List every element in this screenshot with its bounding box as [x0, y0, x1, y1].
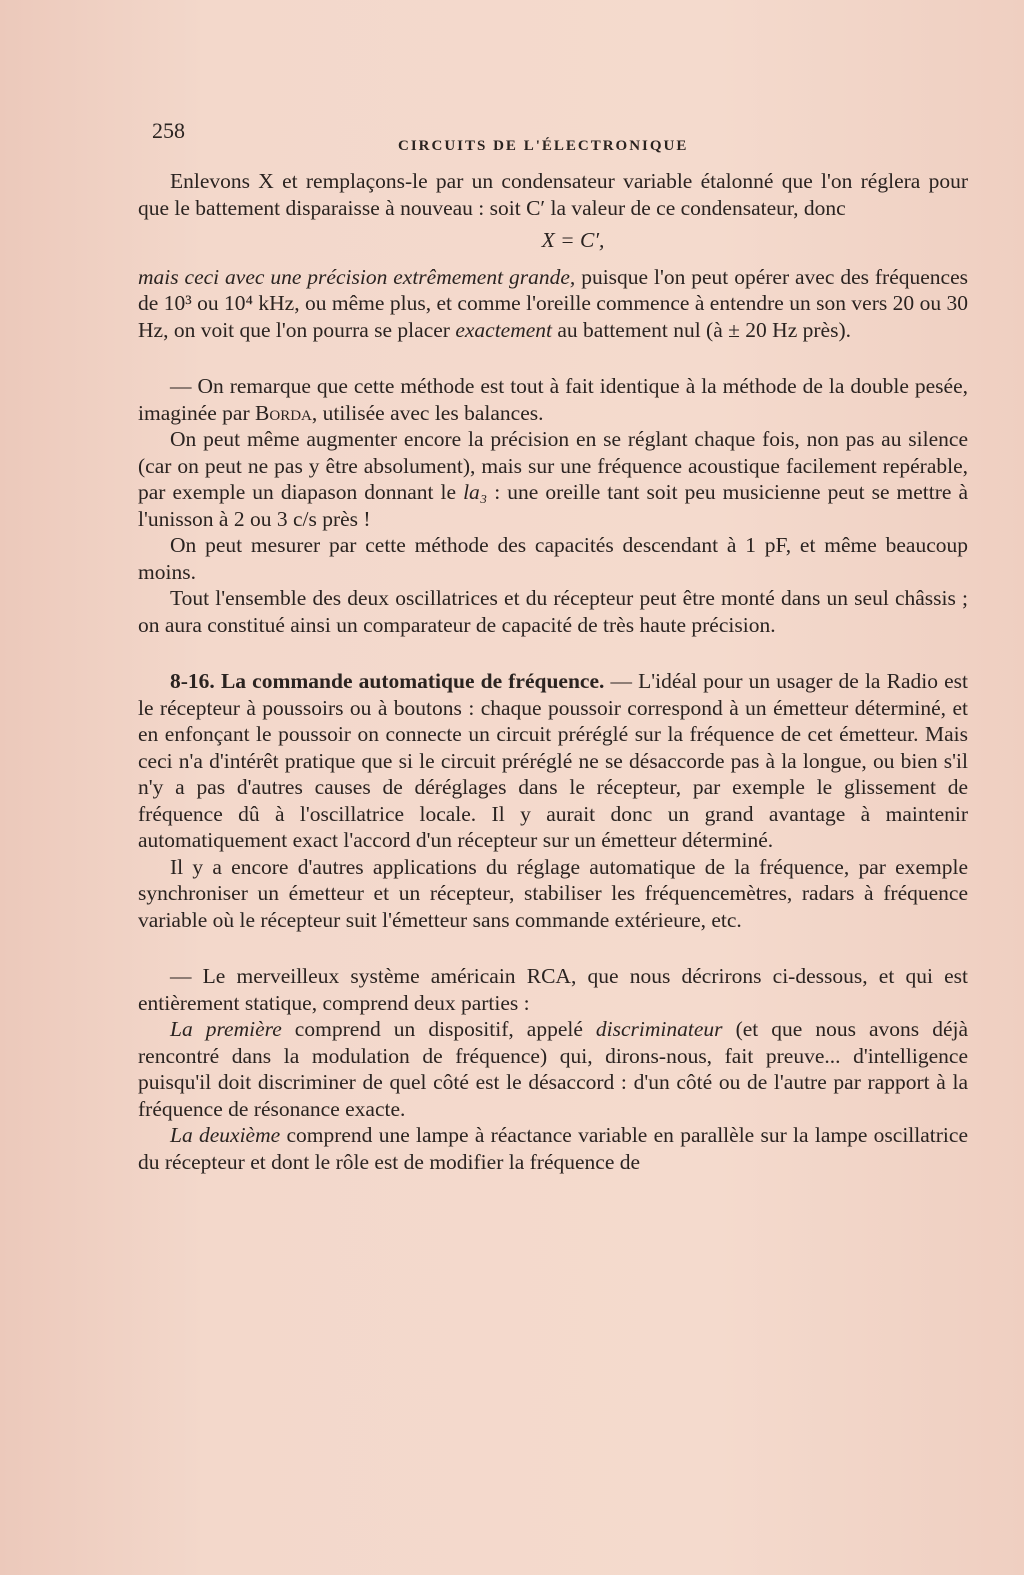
emphasis: mais ceci avec une précision extrêmement grande, [138, 264, 576, 289]
page-header [148, 118, 958, 158]
section-paragraph [138, 668, 968, 854]
emphasis: discriminateur [595, 1017, 723, 1041]
section-title: La commande automatique de fréquence. [220, 669, 605, 693]
text-run: comprend un dispositif, appelé [281, 1017, 596, 1041]
emphasis: La deuxième [170, 1123, 281, 1147]
text-run: au battement nul (à ± 20 Hz près). [552, 317, 851, 342]
paragraph [138, 426, 968, 532]
text-run: : une oreille tant soit peu musicienne peut se mettre à l'unisson à 2 ou 3 c/s près ! [138, 480, 968, 531]
paragraph: Tout l'ensemble des deux oscillatrices et du récepteur peut être monté dans un seul châssis ; on aura constitué ainsi un comparateur de capacité de très haute précision. [138, 586, 968, 637]
emphasis: La première [170, 1017, 282, 1041]
formula: X = C′, [541, 228, 605, 252]
paragraph: On peut mesurer par cette méthode des capacités descendant à 1 pF, et même beaucoup moins. [138, 533, 968, 584]
paragraph [138, 264, 968, 344]
section-number: 8-16. [170, 669, 221, 693]
author-name: Borda [255, 400, 312, 425]
emphasis: exactement [455, 317, 553, 342]
paragraph: — Le merveilleux système américain RCA, que nous décrirons ci-dessous, et qui est entièrement statique, comprend deux parties : [138, 964, 968, 1015]
text-run: (et que nous avons déjà rencontré dans la modulation de fréquence) qui, dirons-nous, fait preuve... d'intelligence puisqu'il doit discriminer de quel côté est le désaccord : d'un côté ou de l'autre par rapport à la fréquence de résonance exacte. [138, 1017, 968, 1121]
paragraph [138, 373, 968, 426]
text-run: — On remarque que cette méthode est tout à fait identique à la méthode de la double pesée, imaginée par [138, 374, 968, 425]
text-run: — L'idéal pour un usager de la Radio est le récepteur à poussoirs ou à boutons : chaque poussoir correspond à un émetteur déterminé, et en enfonçant le poussoir on connecte un circuit préréglé sur la fréquence de cet émetteur. Mais ceci n'a d'intérêt pratique que si le circuit préréglé ne se désaccorde pas à la longue, ou bien s'il n'y a pas d'autres causes de déréglages dans le récepteur, par exemple le glissement de fréquence dû à l'oscillatrice locale. Il y aurait donc un grand avantage à maintenir automatiquement exact l'accord d'un récepteur sur un émetteur déterminé. [138, 669, 968, 852]
text-run: puisque l'on peut opérer avec des fréquences de 10³ ou 10⁴ kHz, ou même plus, et comme l'oreille commence à entendre un son vers 20 ou 30 Hz, on voit que l'on pourra se placer [138, 264, 968, 342]
paragraph [138, 1016, 968, 1122]
emphasis: la₃ [463, 480, 488, 504]
text-run: comprend une lampe à réactance variable en parallèle sur la lampe oscillatrice du récepteur et dont le rôle est de modifier la fréquence de [138, 1123, 968, 1174]
text-run: On peut même augmenter encore la précision en se réglant chaque fois, non pas au silence (car on peut ne pas y être absolument), mais sur une fréquence acoustique facilement repérable, par exemple un diapason donnant le [138, 427, 968, 504]
page-number: 258 [152, 118, 185, 143]
paragraph: Il y a encore d'autres applications du réglage automatique de la fréquence, par exemple synchroniser un émetteur et un récepteur, stabiliser les fréquencemètres, radars à fréquence variable où le récepteur suit l'émetteur sans commande extérieure, etc. [138, 854, 968, 932]
paragraph: Enlevons X et remplaçons-le par un condensateur variable étalonné que l'on réglera pour que le battement disparaisse à nouveau : soit C′ la valeur de ce condensateur, donc [138, 169, 968, 220]
text-run: , utilisée avec les balances. [311, 400, 544, 425]
body-text [138, 168, 968, 1175]
paragraph [138, 1122, 968, 1175]
running-title: CIRCUITS DE L'ÉLECTRONIQUE [398, 138, 689, 154]
